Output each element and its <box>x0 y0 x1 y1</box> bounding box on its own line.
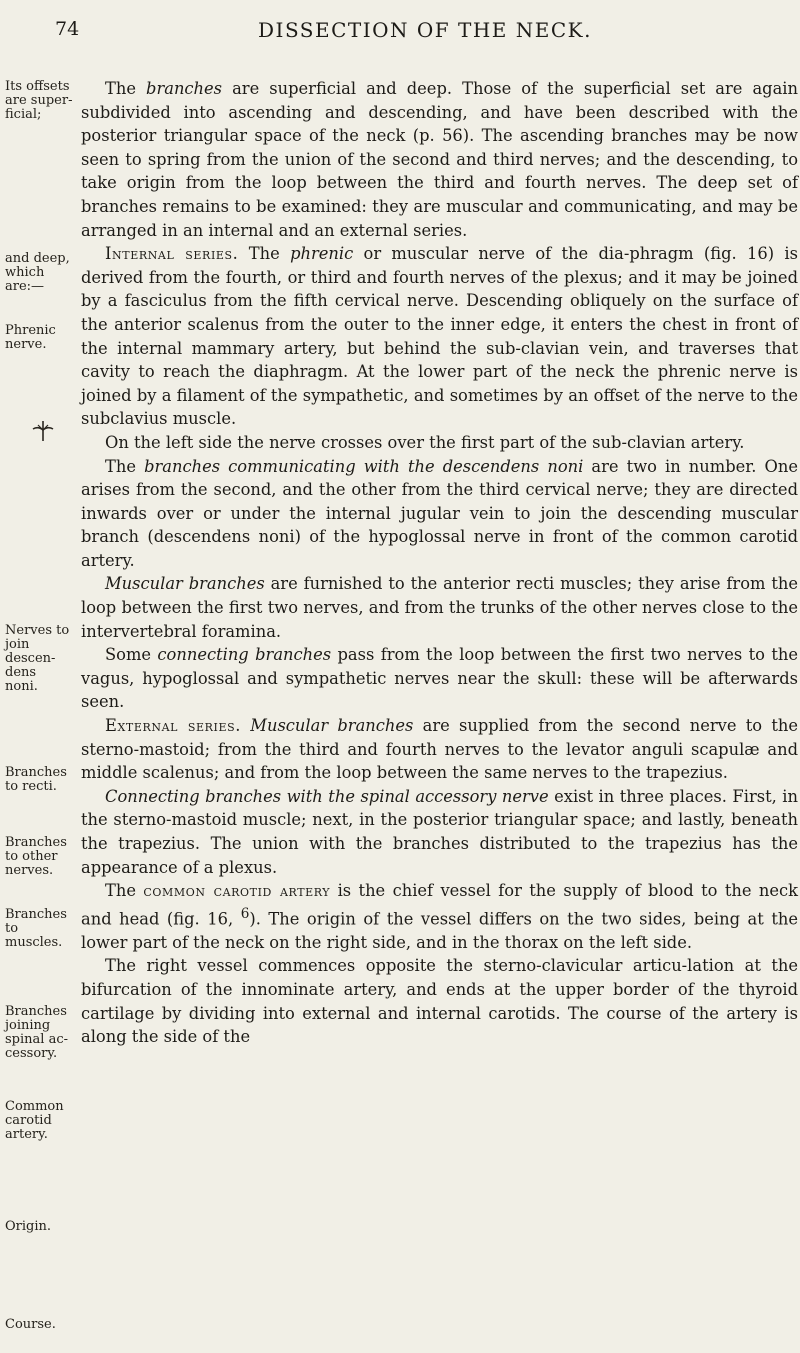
running-head: DISSECTION OF THE NECK. <box>258 18 592 42</box>
sidenote-carotid: Common carotid artery. <box>5 1099 64 1142</box>
page-number: 74 <box>55 18 80 40</box>
term-common-carotid: common carotid artery <box>143 881 331 901</box>
term-phrenic: phrenic <box>290 244 354 264</box>
paragraph-external-series: External series. Muscular branches are supplied from the second nerve to the sterno-mastoid; from the third and fourth nerves to the levator anguli scapulæ and middle scalenus; and from the loop between the same nerves to the trapezius. <box>81 716 798 783</box>
heading-internal-series: Internal series. <box>105 244 239 264</box>
heading-external-series: External series. <box>105 716 242 736</box>
paragraph-communicating: The branches communicating with the descendens noni are two in number. One arises from the second, and the other from the third cervical nerve; they are directed inwards over or under the internal jugular vein to join the descending muscular branch (descendens noni) of the hypoglossal nerve in front of the common carotid artery. <box>81 456 798 570</box>
printer-mark-icon <box>30 418 56 444</box>
term-connecting-branches: connecting branches <box>157 645 332 665</box>
term-branches: branches <box>146 79 223 98</box>
paragraph-spinal-accessory: Connecting branches with the spinal accessory nerve exist in three places. First, in the sterno-mastoid muscle; next, in the posterior triangular space; and lastly, beneath the trapezius. The union with the branches distributed to the trapezius has the appearance of a plexus. <box>81 786 798 877</box>
page-header <box>55 10 795 46</box>
body-text <box>81 77 798 1049</box>
sidenote-origin: Origin. <box>5 1219 52 1234</box>
paragraph-branches: The branches are superficial and deep. Those of the superficial set are again subdivided into ascending and descending, and have been described with the posterior triangular space of the neck (p. 56). The ascending branches may be now seen to spring from the union of the second and third nerves; and the descending, to take origin from the loop between the third and fourth nerves. The deep set of branches remains to be examined: they are muscular and communicating, and may be arranged in an internal and an external series. <box>81 79 798 240</box>
sidenote-other-nerves: Branches to other nerves. <box>5 835 67 878</box>
sidenote-spinal: Branches joining spinal ac-cessory. <box>5 1004 68 1061</box>
sidenote-descendens: Nerves to join descen-dens noni. <box>5 623 70 694</box>
sidenote-offsets: Its offsets are super-ficial; <box>5 79 73 122</box>
paragraph-muscular-recti: Muscular branches are furnished to the anterior recti muscles; they arise from the loop between the first two nerves, and from the trunks of the other nerves close to the intervertebral foramina. <box>81 574 799 641</box>
paragraph-left-side: On the left side the nerve crosses over the first part of the sub-clavian artery. <box>105 432 745 452</box>
term-spinal-accessory: Connecting branches with the spinal accessory nerve <box>105 786 549 806</box>
paragraph-connecting: Some connecting branches pass from the loop between the first two nerves to the vagus, hypoglossal and sympathetic nerves near the skull: these will be afterwards seen. <box>81 645 798 712</box>
paragraph-internal-series: Internal series. The phrenic or muscular nerve of the dia-phragm (fig. 16) is derived from the fourth, or third and fourth nerves of the plexus; and it may be joined by a fasciculus from the fifth cervical nerve. Descending obliquely on the surface of the anterior scalenus from the outer to the inner edge, it enters the chest in front of the internal mammary artery, but behind the sub-clavian vein, and traverses that cavity to reach the diaphragm. At the lower part of the neck the phrenic nerve is joined by a filament of the sympathetic, and sometimes by an offset of the nerve to the subclavius muscle. <box>81 244 798 429</box>
figure-ref-superscript: 6 <box>240 905 250 922</box>
term-muscular-branches-external: Muscular branches <box>250 716 414 736</box>
sidenote-muscles: Branches to muscles. <box>5 907 67 950</box>
sidenote-phrenic: Phrenic nerve. <box>5 323 56 352</box>
paragraph-right-vessel: The right vessel commences opposite the sterno-clavicular articu-lation at the bifurcation of the innominate artery, and ends at the upper border of the thyroid cartilage by dividing into external and internal carotids. The course of the artery is along the side of the <box>81 956 798 1047</box>
sidenote-recti: Branches to recti. <box>5 765 67 794</box>
term-communicating-branches: branches communicating with the descendens noni <box>144 456 584 476</box>
term-muscular-branches: Muscular branches <box>105 574 265 594</box>
sidenote-deep: and deep, which are:— <box>5 251 70 294</box>
sidenote-course: Course. <box>5 1317 56 1332</box>
paragraph-common-carotid: The common carotid artery is the chief vessel for the supply of blood to the neck and head (fig. 16, $^6$). The origin of the vessel differs on the two sides, being at the lower part of the neck on the right side, and in the thorax on the left side. <box>81 881 799 952</box>
